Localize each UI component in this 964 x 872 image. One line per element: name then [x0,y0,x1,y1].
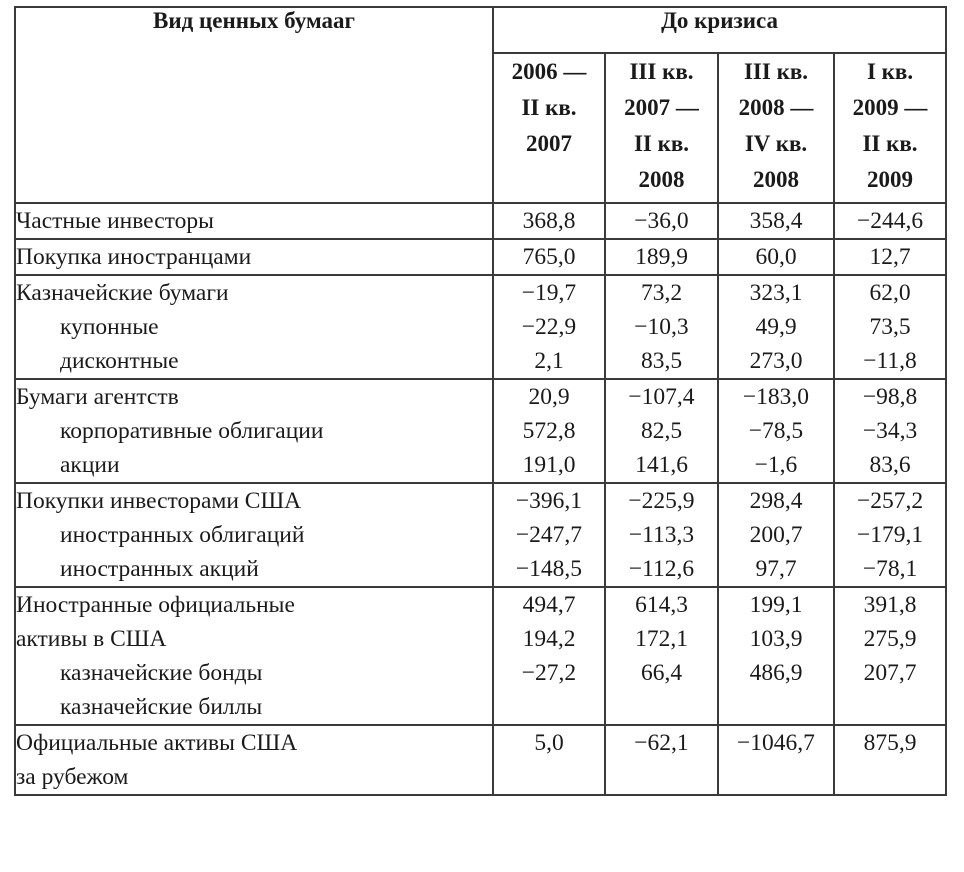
table-row [15,239,946,275]
value-cell: 60,0 [718,239,834,275]
value-cell: −98,8 −34,3 83,6 [834,379,946,483]
row-label: Частные инвесторы [15,203,493,239]
value-cell: 765,0 [493,239,605,275]
value-cell: −225,9 −113,3 −112,6 [605,483,718,587]
row-label: Иностранные официальные активы в США казначейские бонды казначейские биллы [15,587,493,725]
value-cell: 62,0 73,5 −11,8 [834,275,946,379]
value-cell: −244,6 [834,203,946,239]
header-period: III кв. 2008 — IV кв. 2008 [718,53,834,203]
table-row [15,587,946,725]
value-cell: 199,1 103,9 486,9 [718,587,834,725]
value-cell: −36,0 [605,203,718,239]
value-cell: −1046,7 [718,725,834,795]
row-label: Бумаги агентств корпоративные облигации акции [15,379,493,483]
row-label: Покупки инвесторами США иностранных облигаций иностранных акций [15,483,493,587]
value-cell: −107,4 82,5 141,6 [605,379,718,483]
value-cell: 73,2 −10,3 83,5 [605,275,718,379]
value-cell: −257,2 −179,1 −78,1 [834,483,946,587]
table-row [15,275,946,379]
value-cell: −396,1 −247,7 −148,5 [493,483,605,587]
table-row [15,379,946,483]
value-cell: 614,3 172,1 66,4 [605,587,718,725]
header-kind: Вид ценных бумааг [15,7,493,203]
value-cell: 12,7 [834,239,946,275]
table-row [15,483,946,587]
table-row [15,203,946,239]
securities-table [14,6,947,796]
value-cell: 5,0 [493,725,605,795]
value-cell: −19,7 −22,9 2,1 [493,275,605,379]
value-cell: 368,8 [493,203,605,239]
value-cell: 494,7 194,2 −27,2 [493,587,605,725]
value-cell: 391,8 275,9 207,7 [834,587,946,725]
header-period: I кв. 2009 — II кв. 2009 [834,53,946,203]
value-cell: 189,9 [605,239,718,275]
value-cell: −183,0 −78,5 −1,6 [718,379,834,483]
value-cell: 358,4 [718,203,834,239]
row-label: Официальные активы США за рубежом [15,725,493,795]
row-label: Покупка иностранцами [15,239,493,275]
value-cell: 298,4 200,7 97,7 [718,483,834,587]
header-group: До кризиса [493,7,946,53]
table-row [15,725,946,795]
value-cell: 323,1 49,9 273,0 [718,275,834,379]
row-label: Казначейские бумаги купонные дисконтные [15,275,493,379]
value-cell: −62,1 [605,725,718,795]
header-period: 2006 — II кв. 2007 [493,53,605,203]
value-cell: 875,9 [834,725,946,795]
header-period: III кв. 2007 — II кв. 2008 [605,53,718,203]
value-cell: 20,9 572,8 191,0 [493,379,605,483]
